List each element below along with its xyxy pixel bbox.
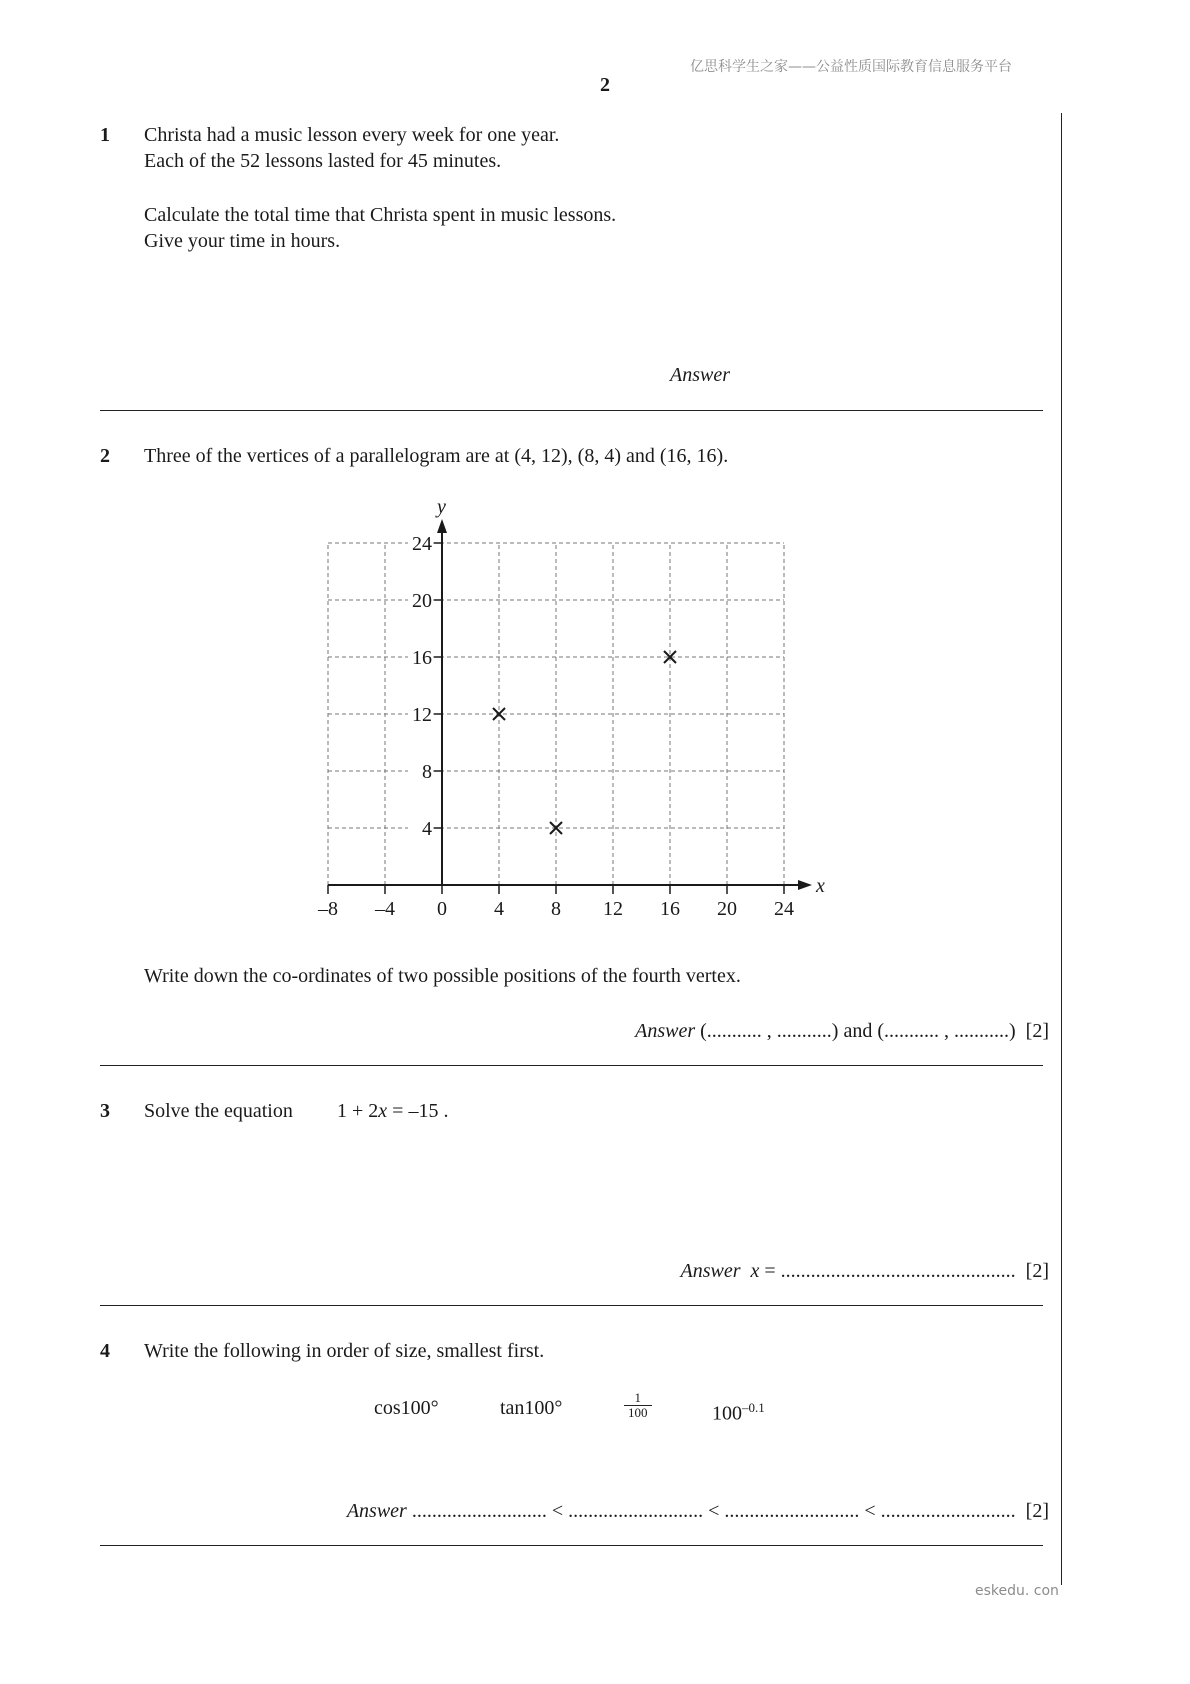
y-tick-label: 24 (412, 533, 432, 555)
q1-line4: Give your time in hours. (144, 230, 341, 252)
q2-text: Three of the vertices of a parallelogram are at (4, 12), (8, 4) and (16, 16). (144, 445, 729, 467)
q1-divider (100, 410, 1043, 411)
q4-item-fraction (624, 1391, 652, 1420)
chart-grid (328, 543, 784, 885)
x-tick-label: 16 (660, 898, 680, 920)
q2-instruction: Write down the co-ordinates of two possible positions of the fourth vertex. (144, 965, 741, 987)
q3-divider (100, 1305, 1043, 1306)
chart-points (493, 651, 676, 834)
y-axis-label: y (437, 496, 446, 518)
q4-answer-label: Answer (346, 1500, 407, 1522)
chart-axes (328, 519, 812, 890)
q2-number: 2 (100, 445, 110, 467)
x-tick-label: 12 (603, 898, 623, 920)
q4-number: 4 (100, 1340, 110, 1362)
q2-answer-label: Answer (635, 1020, 696, 1042)
q4-power-exponent: –0.1 (742, 1400, 765, 1415)
q3-answer-line (681, 1258, 1050, 1284)
q4-answer-line (347, 1498, 1049, 1524)
page-number: 2 (600, 74, 610, 96)
q4-answer-blank[interactable]: ........................... < ........................... < ........................... < ........................... (411, 1500, 1016, 1522)
q4-marks: [2] (1025, 1500, 1049, 1522)
margin-rule (1061, 113, 1062, 1585)
q4-fraction-denominator: 100 (628, 1405, 648, 1420)
q1-line1: Christa had a music lesson every week for one year. (144, 124, 560, 146)
q2-marks: [2] (1025, 1020, 1049, 1042)
q4-power-base: 100 (712, 1402, 742, 1425)
watermark-footer: eskedu. con (975, 1583, 1059, 1599)
q1-line2: Each of the 52 lessons lasted for 45 minutes. (144, 150, 502, 172)
coordinate-grid-chart (290, 485, 850, 940)
q3-equation (337, 1098, 448, 1124)
y-tick-label: 4 (422, 818, 432, 840)
q3-answer-label: Answer (680, 1260, 741, 1282)
q2-divider (100, 1065, 1043, 1066)
y-axis-arrow (437, 519, 447, 533)
x-tick-label: –4 (375, 898, 395, 920)
q1-answer-label: Answer (670, 364, 730, 386)
x-tick-label: 4 (494, 898, 504, 920)
q1-number: 1 (100, 124, 110, 146)
x-axis-arrow (798, 880, 812, 890)
q4-fraction-numerator: 1 (624, 1391, 652, 1406)
q4-item-tan: tan100° (500, 1397, 563, 1419)
y-tick-label: 12 (412, 704, 432, 726)
q3-text: Solve the equation (144, 1100, 293, 1122)
x-tick-label: 20 (717, 898, 737, 920)
y-tick-label: 16 (412, 647, 432, 669)
x-tick-label: 0 (437, 898, 447, 920)
q3-equation-var: x (378, 1100, 388, 1122)
watermark-text: 亿思科学生之家——公益性质国际教育信息服务平台 (690, 59, 1012, 75)
q3-answer-var: x (750, 1260, 760, 1282)
q4-divider (100, 1545, 1043, 1546)
q2-answer-line (635, 1018, 1049, 1044)
q2-answer-blank[interactable]: (........... , ...........) and (........... , ...........) (700, 1020, 1016, 1042)
x-tick-label: –8 (318, 898, 338, 920)
q3-marks: [2] (1025, 1260, 1049, 1282)
q3-number: 3 (100, 1100, 110, 1122)
x-tick-label: 24 (774, 898, 794, 920)
y-tick-label: 20 (412, 590, 432, 612)
q1-line3: Calculate the total time that Christa spent in music lessons. (144, 204, 617, 226)
y-tick-label: 8 (422, 761, 432, 783)
x-axis-label: x (816, 875, 825, 897)
q3-answer-blank[interactable]: = ............................................... (759, 1260, 1016, 1282)
x-tick-label: 8 (551, 898, 561, 920)
q3-equation-prefix: 1 + 2 (337, 1100, 379, 1122)
q4-item-power (712, 1395, 765, 1427)
q4-text: Write the following in order of size, smallest first. (144, 1340, 545, 1362)
q3-equation-suffix: = –15 . (387, 1100, 449, 1122)
q4-item-cos: cos100° (374, 1397, 439, 1419)
